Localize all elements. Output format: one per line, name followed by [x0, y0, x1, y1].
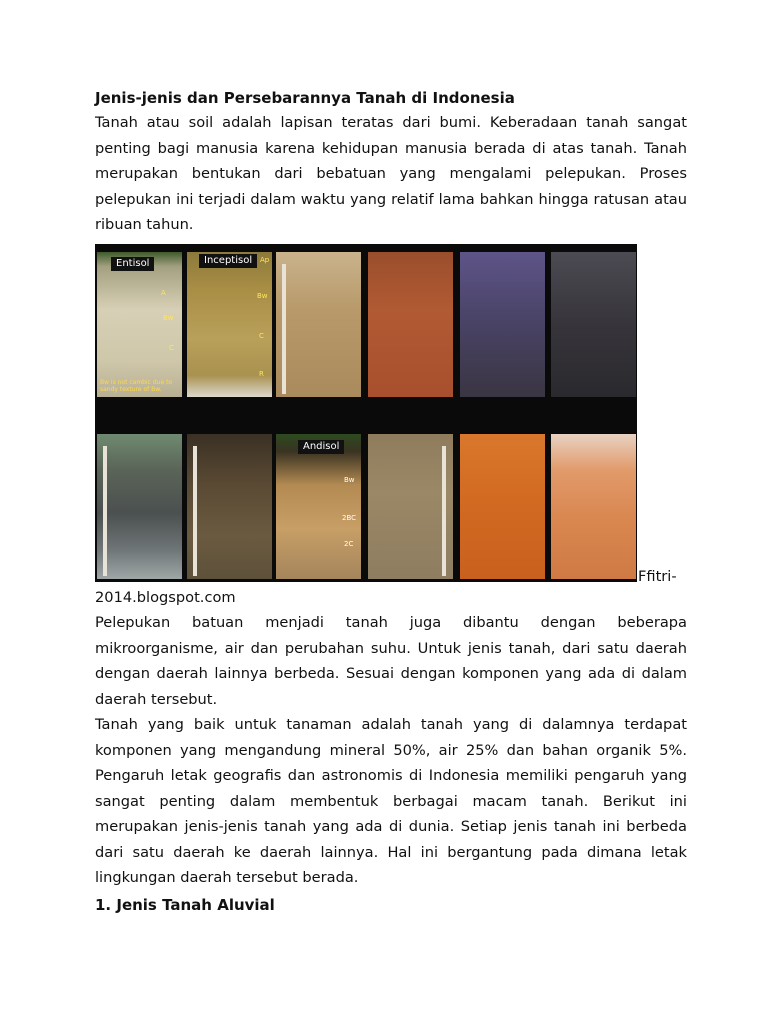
figure-row	[95, 244, 687, 585]
document-title: Jenis-jenis dan Persebarannya Tanah di Indonesia	[95, 89, 515, 107]
horizon-label: Ap	[260, 255, 270, 264]
soil-profile-7	[97, 434, 182, 579]
paragraph-3: Tanah yang baik untuk tanaman adalah tanah yang di dalamnya terdapat komponen yang mengandung mineral 50%, air 25% dan bahan organik 5%. Pengaruh letak geografis dan astronomis di Indonesia memiliki pengaruh yang sangat penting dalam membentuk berbagai macam tanah. Berikut ini merupakan jenis-jenis tanah yang ada di dunia. Setiap jenis tanah ini berbeda dari satu daerah ke daerah lainnya. Hal ini bergantung pada dimana letak lingkungan daerah tersebut berada.	[95, 716, 687, 886]
horizon-label: Bw	[344, 475, 355, 484]
soil-profile-inceptisol	[187, 252, 272, 397]
soil-profile-andisol	[276, 434, 361, 579]
horizon-label: Bw	[163, 313, 174, 322]
measuring-rod	[442, 446, 446, 576]
horizon-label: C	[259, 331, 264, 340]
measuring-rod	[193, 446, 197, 576]
image-credit-source: 2014.blogspot.com	[95, 588, 236, 606]
entisol-note: Bw is not cambic due to sandy texture of Bw.	[100, 378, 173, 393]
entisol-label: Entisol	[111, 257, 154, 271]
soil-profile-4	[368, 252, 453, 397]
inceptisol-label: Inceptisol	[199, 254, 257, 268]
horizon-label: C	[169, 343, 174, 352]
soil-profile-12	[551, 434, 636, 579]
soil-profile-11	[460, 434, 545, 579]
soil-profile-8	[187, 434, 272, 579]
soil-profile-3	[276, 252, 361, 397]
image-credit: Ffitri-	[638, 567, 677, 585]
soil-profile-5	[460, 252, 545, 397]
measuring-rod	[103, 446, 107, 576]
section-heading: 1. Jenis Tanah Aluvial	[95, 895, 275, 914]
horizon-label: 2BC	[342, 513, 357, 522]
horizon-label: R	[259, 369, 264, 378]
paragraph-2: Pelepukan batuan menjadi tanah juga dibantu dengan beberapa mikroorganisme, air dan perubahan suhu. Untuk jenis tanah, dari satu daerah dengan daerah lainnya berbeda. Sesuai dengan komponen yang ada di dalam daerah tersebut.	[95, 614, 687, 708]
horizon-label: A	[161, 288, 166, 297]
document-content	[95, 87, 687, 918]
soil-profile-6	[551, 252, 636, 397]
measuring-rod	[282, 264, 286, 394]
intro-paragraph: Tanah atau soil adalah lapisan teratas dari bumi. Keberadaan tanah sangat penting bagi manusia karena kehidupan manusia berada di atas tanah. Tanah merupakan bentukan dari bebatuan yang mengalami pelepukan. Proses pelepukan ini terjadi dalam waktu yang relatif lama bahkan hingga ratusan atau ribuan tahun.	[95, 114, 687, 233]
horizon-label: 2C	[344, 539, 354, 548]
soil-profiles-image	[95, 244, 637, 582]
soil-profile-10	[368, 434, 453, 579]
soil-profile-entisol	[97, 252, 182, 397]
andisol-label: Andisol	[298, 440, 344, 454]
horizon-label: Bw	[257, 291, 268, 300]
